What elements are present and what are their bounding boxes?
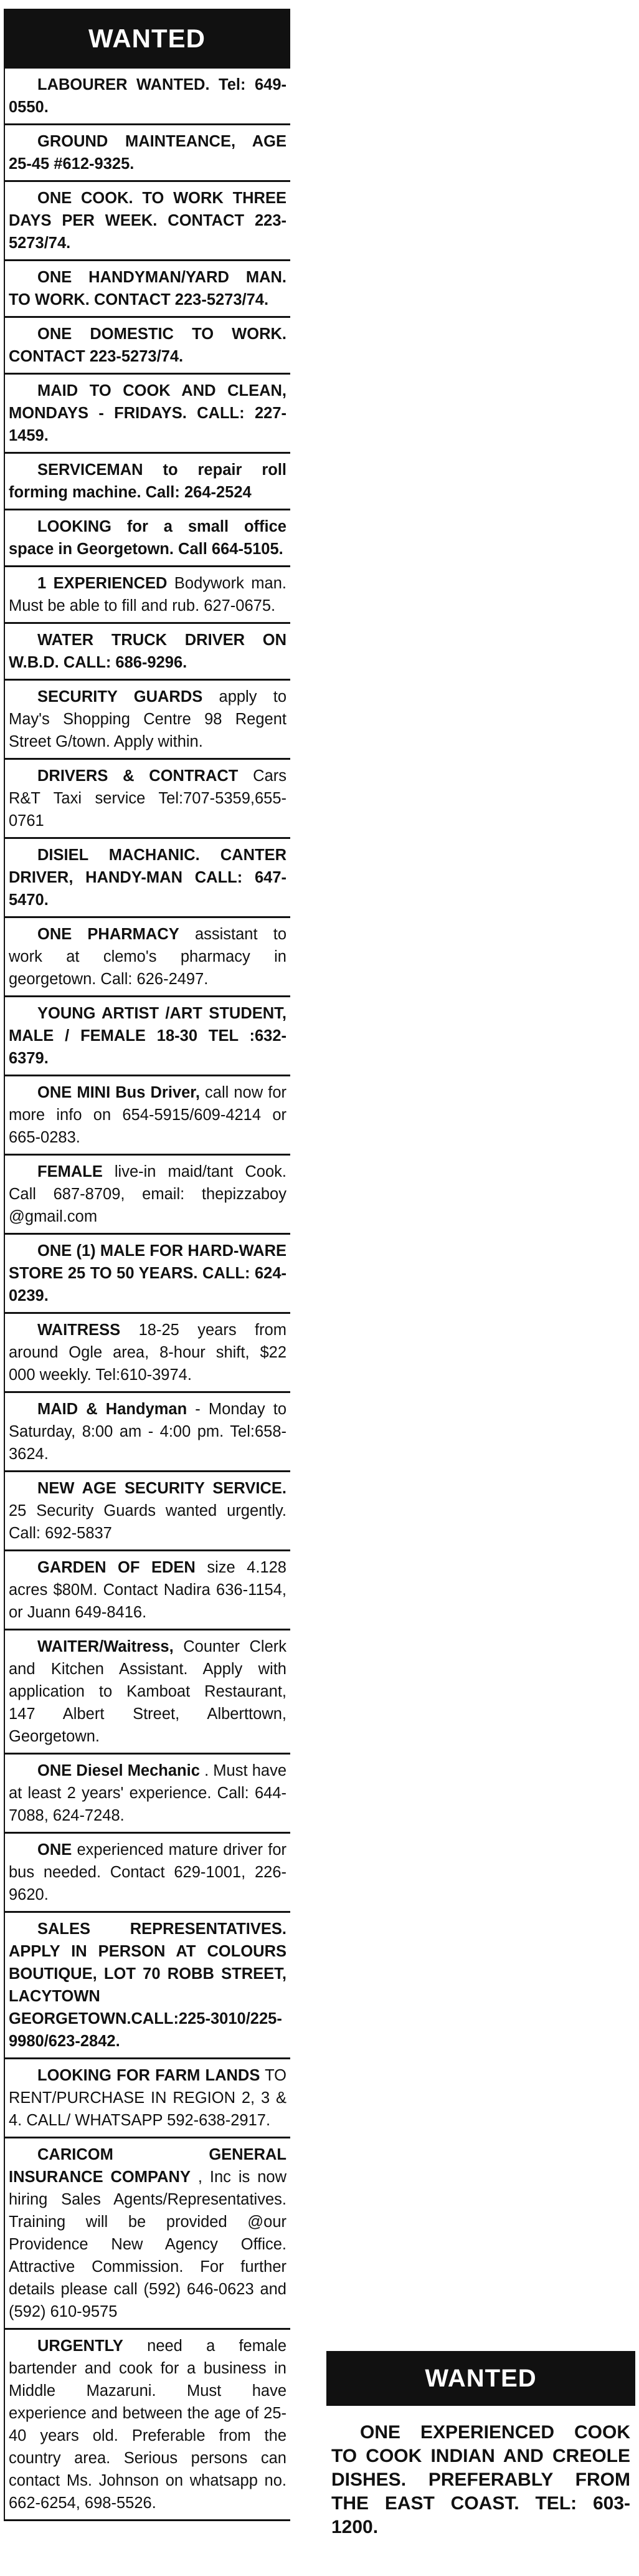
section-header: WANTED [326, 2351, 635, 2406]
ad-body: - Monday to Saturday, 8:00 am - 4:00 pm. Tel:658-3624. [9, 1401, 287, 1463]
ad-lead: ONE HANDYMAN/YARD MAN. TO WORK. CONTACT 223-5273/74. [9, 269, 286, 309]
ad-lead: WAITRESS [37, 1321, 121, 1339]
ad-body: . Must have at least 2 years' experience. Call: 644-7088, 624-7248. [9, 1762, 287, 1824]
ad-lead: LOOKING for a small office space in Georgetown. Call 664-5105. [9, 518, 286, 558]
classified-ad [5, 681, 290, 760]
classified-ad [5, 1393, 290, 1472]
classified-ad [5, 261, 290, 318]
classified-ad [5, 997, 290, 1076]
classified-ad [5, 1076, 290, 1156]
ad-body: size 4.128 acres $80M. Contact Nadira 636-1154, or Juann 649-8416. [9, 1559, 286, 1621]
ad-lead: SECURITY GUARDS [37, 688, 203, 706]
ad-body: TO RENT/PURCHASE IN REGION 2, 3 & 4. CALL/ WHATSAPP 592-638-2917. [9, 2067, 287, 2129]
classified-ad [5, 2138, 290, 2330]
classified-ad [5, 375, 290, 454]
ad-lead: ONE [37, 1841, 72, 1859]
ad-lead: ONE PHARMACY [37, 926, 179, 943]
classified-ad [5, 1913, 290, 2059]
classified-ad [5, 1314, 290, 1393]
ad-lead: WATER TRUCK DRIVER ON W.B.D. CALL: 686-9296. [9, 631, 286, 671]
wanted-column-left [4, 9, 290, 2521]
ad-body: , Inc is now hiring Sales Agents/Representatives. Training will be provided @our Providence New Agency Office. Attractive Commission. For further details please call (592) 646-0623 and (592) 610-9575 [9, 2168, 286, 2320]
classified-ad [5, 567, 290, 624]
ad-body: call now for more info on 654-5915/609-4214 or 665-0283. [9, 1084, 286, 1146]
ad-lead: SERVICEMAN to repair roll forming machine. Call: 264-2524 [9, 461, 286, 501]
classified-ad [5, 182, 290, 261]
ad-lead: 1 EXPERIENCED [37, 575, 168, 592]
ad-body: Bodywork man. Must be able to fill and rub. 627-0675. [9, 575, 286, 615]
ad-body: apply to May's Shopping Centre 98 Regent Street G/town. Apply within. [9, 688, 287, 750]
classified-ad [5, 918, 290, 997]
ad-body: Cars R&T Taxi service Tel:707-5359,655-0761 [9, 767, 286, 830]
classified-ad [5, 510, 290, 567]
ad-lead: URGENTLY [37, 2337, 123, 2355]
ad-body: Counter Clerk and Kitchen Assistant. Apply with application to Kamboat Restaurant, 147 Albert Street, Alberttown, Georgetown. [9, 1638, 286, 1745]
ad-lead: MAID TO COOK AND CLEAN, MONDAYS - FRIDAYS. CALL: 227-1459. [9, 382, 286, 444]
ad-lead: SALES REPRESENTATIVES. APPLY IN PERSON AT COLOURS BOUTIQUE, LOT 70 ROBB STREET, LACYTOWN GEORGETOWN.CALL:225-3010/225-9980/623-2842. [9, 1920, 286, 2050]
ad-lead: ONE DOMESTIC TO WORK. CONTACT 223-5273/74. [9, 325, 286, 365]
classified-ad [5, 1235, 290, 1314]
classified-ad [5, 839, 290, 918]
wanted-column-right [326, 2351, 635, 2539]
ad-lead: DRIVERS & CONTRACT [37, 767, 239, 785]
ad-lead: LOOKING FOR FARM LANDS [37, 2067, 260, 2084]
classified-list [4, 69, 290, 2521]
ad-lead: GARDEN OF EDEN [37, 1559, 196, 1576]
ad-lead: YOUNG ARTIST /ART STUDENT, MALE / FEMALE 18-30 TEL :632-6379. [9, 1005, 286, 1067]
ad-lead: GROUND MAINTEANCE, AGE 25-45 #612-9325. [9, 133, 286, 173]
ad-lead: NEW AGE SECURITY SERVICE. [37, 1480, 286, 1497]
ad-lead: ONE COOK. TO WORK THREE DAYS PER WEEK. CONTACT 223-5273/74. [9, 189, 286, 252]
ad-lead: DISIEL MACHANIC. CANTER DRIVER, HANDY-MAN CALL: 647-5470. [9, 846, 286, 909]
classified-ad [5, 760, 290, 839]
classified-ad [5, 2059, 290, 2138]
ad-lead: ONE Diesel Mechanic [37, 1762, 200, 1779]
ad-body: 18-25 years from around Ogle area, 8-hour shift, $22 000 weekly. Tel:610-3974. [9, 1321, 286, 1384]
ad-body: assistant to work at clemo's pharmacy in georgetown. Call: 626-2497. [9, 926, 286, 988]
ad-lead: FEMALE [37, 1163, 103, 1180]
classified-ad [5, 1834, 290, 1913]
ad-lead: ONE (1) MALE FOR HARD-WARE STORE 25 TO 50 YEARS. CALL: 624-0239. [9, 1242, 286, 1305]
ad-body: need a female bartender and cook for a business in Middle Mazaruni. Must have experience and between the age of 25-40 years old. Preferable from the country area. Serious persons can contact Ms. Johnson on whatsapp no. 662-6254, 698-5526. [9, 2337, 286, 2512]
classified-ad [5, 624, 290, 681]
ad-body: experienced mature driver for bus needed. Contact 629-1001, 226-9620. [9, 1841, 286, 1903]
classified-ad [5, 125, 290, 182]
classified-ad [5, 2330, 290, 2521]
ad-body: 25 Security Guards wanted urgently. Call: 692-5837 [9, 1502, 286, 1542]
ad-lead: CARICOM GENERAL INSURANCE COMPANY [9, 2146, 286, 2186]
ad-body: live-in maid/tant Cook. Call 687-8709, email: thepizzaboy @gmail.com [9, 1163, 286, 1225]
classified-ad [5, 69, 290, 125]
classified-ad [5, 1630, 290, 1755]
ad-lead: MAID & Handyman [37, 1401, 187, 1418]
ad-lead: ONE MINI Bus Driver, [37, 1084, 200, 1101]
classified-ad [5, 1472, 290, 1551]
classified-ad [326, 2421, 635, 2539]
classified-ad [5, 1755, 290, 1834]
classified-ad [5, 1551, 290, 1630]
ad-lead: WAITER/Waitress, [37, 1638, 174, 1655]
section-header: WANTED [4, 9, 290, 69]
classified-ad [5, 454, 290, 510]
classified-ad [5, 318, 290, 375]
ad-lead: LABOURER WANTED. Tel: 649-0550. [9, 76, 286, 116]
ad-text: ONE EXPERIENCED COOK TO COOK INDIAN AND CREOLE DISHES. PREFERABLY FROM THE EAST COAST. TEL: 603-1200. [331, 2422, 630, 2537]
classified-ad [5, 1156, 290, 1235]
